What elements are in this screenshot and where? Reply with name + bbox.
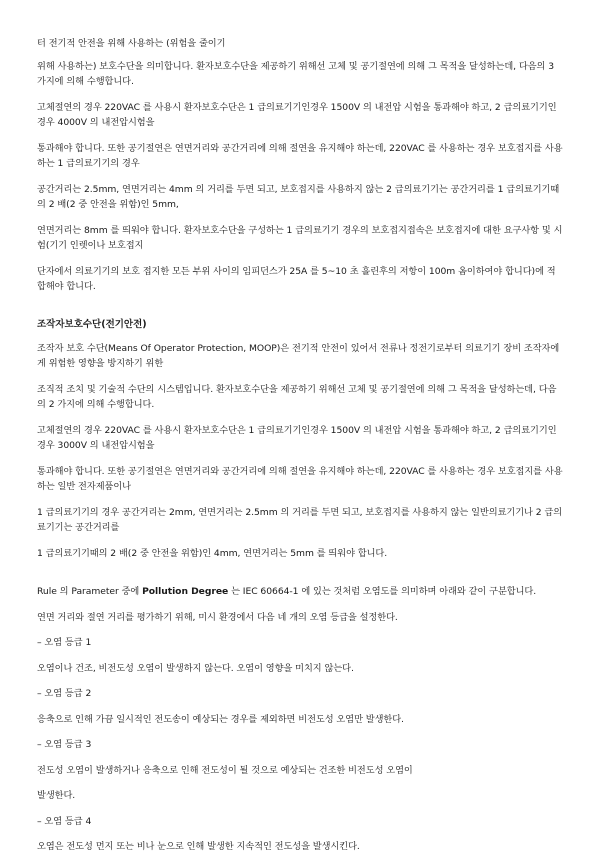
paragraph: 공간거리는 2.5mm, 연면거리는 4mm 의 거리를 두면 되고, 보호접지를 사용하지 않는 2 급의료기기는 공간거리를 1 급의료기기때의 2 배(2 중 안전을 위함)인 5mm, [37,183,560,210]
paragraph: 연면 거리와 절연 거리를 평가하기 위해, 미시 환경에서 다음 네 개의 오염 등급을 설정한다. [37,611,398,623]
paragraph: 조직적 조치 및 기술적 수단의 시스템입니다. 환자보호수단을 제공하기 위해선 고체 및 공기절연에 의해 그 목적을 달성하는데, 다음의 2 가지에 의해 수행합니다. [37,383,557,410]
intro-text: Rule 의 Parameter 중에 [37,586,143,597]
paragraph: 터 전기적 안전을 위해 사용하는 (위험을 줄이기 [37,38,226,49]
paragraph: 고체절연의 경우 220VAC 를 사용시 환자보호수단은 1 급의료기기인경우 1500V 의 내전압 시험을 통과해야 하고, 2 급의료기기인 경우 4000V 의 내전압시험을 [37,101,557,128]
degree-label: – 오염 등급 4 [37,815,92,827]
degree-description: 발생한다. [37,790,76,801]
paragraph: 고체절연의 경우 220VAC 를 사용시 환자보호수단은 1 급의료기기인경우 1500V 의 내전압 시험을 통과해야 하고, 2 급의료기기인 경우 3000V 의 내전압시험을 [37,424,557,451]
paragraph: 위해 사용하는) 보호수단을 의미합니다. 환자보호수단을 제공하기 위해선 고체 및 공기절연에 의해 그 목적을 달성하는데, 다음의 3 가지에 의해 수행합니다. [37,60,555,87]
operator-protection-section [37,317,564,562]
paragraph: 조작자 보호 수단(Means Of Operator Protection, MOOP)은 전기적 안전이 있어서 전류나 정전기로부터 의료기기 장비 조작자에게 위험한 영향을 방지하기 위한 [37,342,560,369]
degree-description: 전도성 오염이 발생하거나 응축으로 인해 전도성이 될 것으로 예상되는 건조한 비전도성 오염이 [37,764,413,776]
paragraph: 연면거리는 8mm 를 띄워야 합니다. 환자보호수단을 구성하는 1 급의료기기 경우의 보호접지접속은 보호접지에 대한 요구사항 및 시험(기기 인렛이나 보호접지 [37,224,563,251]
paragraph: 단자에서 의료기기의 보호 접지한 모든 부위 사이의 임피던스가 25A 를 5~10 초 흘린후의 저항이 100m 옴이하여야 합니다)에 적합해야 합니다. [37,265,556,292]
section-spacer [37,571,564,584]
intro-text: 는 IEC 60664-1 에 있는 것처럼 오염도를 의미하며 아래와 같이 구분합니다. [228,586,537,597]
patient-protection-section [37,36,564,295]
paragraph [37,584,564,600]
pollution-degree-section [37,584,564,855]
paragraph: 1 급의료기기때의 2 배(2 중 안전을 위함)인 4mm, 연면거리는 5mm 를 띄워야 합니다. [37,547,388,559]
bold-term: Pollution Degree [142,586,229,597]
paragraph: 통과해야 합니다. 또한 공기절연은 연면거리와 공간거리에 의해 절연을 유지해야 하는데, 220VAC 를 사용하는 경우 보호접지를 사용하는 일반 전자제품이나 [37,465,563,492]
degree-description: 오염은 전도성 먼지 또는 비나 눈으로 인해 발생한 지속적인 전도성을 발생시킨다. [37,841,360,852]
degree-label: – 오염 등급 2 [37,688,92,699]
degree-label: – 오염 등급 3 [37,739,92,750]
section-heading: 조작자보호수단(전기안전) [37,318,147,330]
degree-description: 응축으로 인해 가끔 일시적인 전도송이 예상되는 경우를 제외하면 비전도성 오염만 발생한다. [37,713,404,725]
degree-description: 오염이나 건조, 비전도성 오염이 발생하지 않는다. 오염이 영향을 미치지 않는다. [37,662,354,674]
degree-label: – 오염 등급 1 [37,637,92,648]
paragraph: 1 급의료기기의 경우 공간거리는 2mm, 연면거리는 2.5mm 의 거리를 두면 되고, 보호접지를 사용하지 않는 일반의료기기나 2 급의료기기는 공간거리를 [37,506,563,533]
section-spacer [37,305,564,317]
paragraph: 통과해야 합니다. 또한 공기절연은 연면거리와 공간거리에 의해 절연을 유지해야 하는데, 220VAC 를 사용하는 경우 보호접지를 사용하는 1 급의료기기의 경우 [37,142,563,169]
